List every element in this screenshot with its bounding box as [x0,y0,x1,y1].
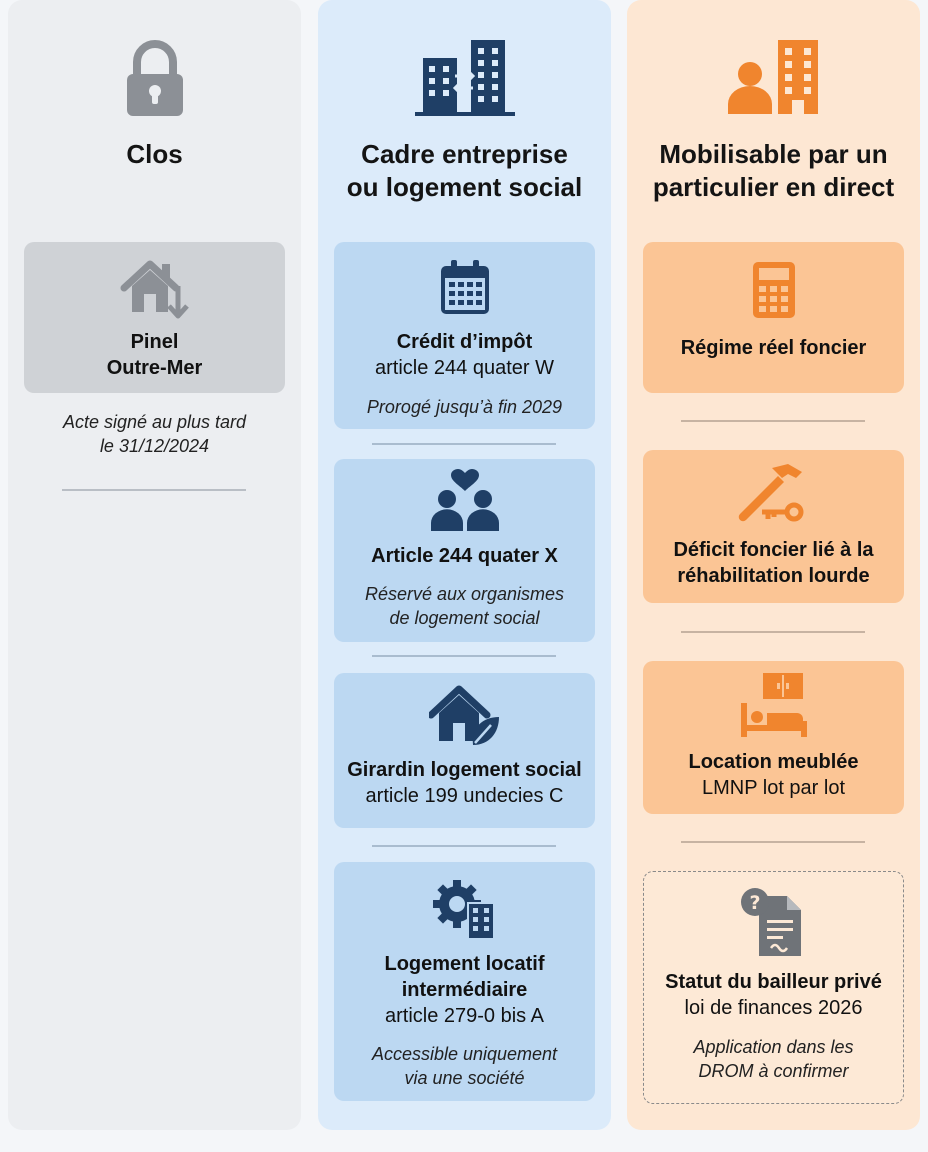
column-title-line2: particulier en direct [652,172,895,202]
card-title: Crédit d’impôt [396,331,533,353]
divider [62,489,246,491]
buildings-exchange-icon [318,36,611,118]
note-line1: Acte signé au plus tard [62,412,247,432]
column-title-line1: Mobilisable par un [659,139,888,169]
card-title-line2: Outre-Mer [106,357,203,379]
column-title-corporate [318,138,611,204]
column-title-individual [627,138,920,204]
hammer-key-icon [643,462,904,528]
card-title: Article 244 quater X [371,545,558,567]
column-corporate [318,0,611,1130]
card-subtitle: loi de finances 2026 [684,997,863,1019]
column-individual [627,0,920,1130]
card-title: Régime réel foncier [680,337,867,359]
person-building-icon [627,36,920,118]
bed-wardrobe-icon [643,673,904,739]
card-location-meublee [643,661,904,814]
question-document-icon [644,886,903,958]
divider [681,631,865,633]
card-note-line2: via une société [404,1068,525,1088]
card-title: Girardin logement social [347,759,582,781]
card-deficit-foncier [643,450,904,603]
house-leaf-icon [334,685,595,747]
people-heart-icon [334,469,595,533]
lock-icon [8,36,301,118]
card-title-line2: intermédiaire [401,979,528,1001]
card-title-line2: réhabilitation lourde [677,565,870,587]
gear-building-icon [334,876,595,940]
card-note-line2: de logement social [389,608,540,628]
card-article-244-quater-x [334,459,595,642]
card-title: Location meublée [688,751,859,773]
column-closed [8,0,301,1130]
divider [681,841,865,843]
card-subtitle: LMNP lot par lot [701,777,846,799]
divider [372,655,556,657]
svg-text:?: ? [748,892,761,914]
card-regime-reel-foncier [643,242,904,393]
card-subtitle: article 244 quater W [375,357,554,379]
card-title: Statut du bailleur privé [665,971,882,993]
card-title-line1: Logement locatif [384,953,545,975]
card-note-line1: Accessible uniquement [371,1044,558,1064]
card-credit-impot [334,242,595,429]
card-pinel-outre-mer [24,242,285,393]
card-statut-bailleur-prive [643,871,904,1104]
calculator-icon [643,260,904,320]
card-title-line1: Déficit foncier lié à la [673,539,874,561]
column-title-closed: Clos [126,139,183,169]
card-note: Prorogé jusqu’à fin 2029 [366,397,563,417]
card-subtitle: article 279-0 bis A [385,1005,544,1027]
column-title-line1: Cadre entreprise [361,139,568,169]
card-note-line2: DROM à confirmer [698,1061,849,1081]
card-subtitle: article 199 undecies C [365,785,564,807]
card-note-line1: Réservé aux organismes [364,584,565,604]
card-girardin [334,673,595,828]
calendar-icon [334,258,595,316]
divider [372,845,556,847]
column-title-line2: ou logement social [346,172,583,202]
divider [681,420,865,422]
note-line2: le 31/12/2024 [99,436,210,456]
card-title-line1: Pinel [130,331,179,353]
card-logement-intermediaire [334,862,595,1101]
card-note-line1: Application dans les [693,1037,854,1057]
divider [372,443,556,445]
house-down-arrow-icon [24,256,285,322]
